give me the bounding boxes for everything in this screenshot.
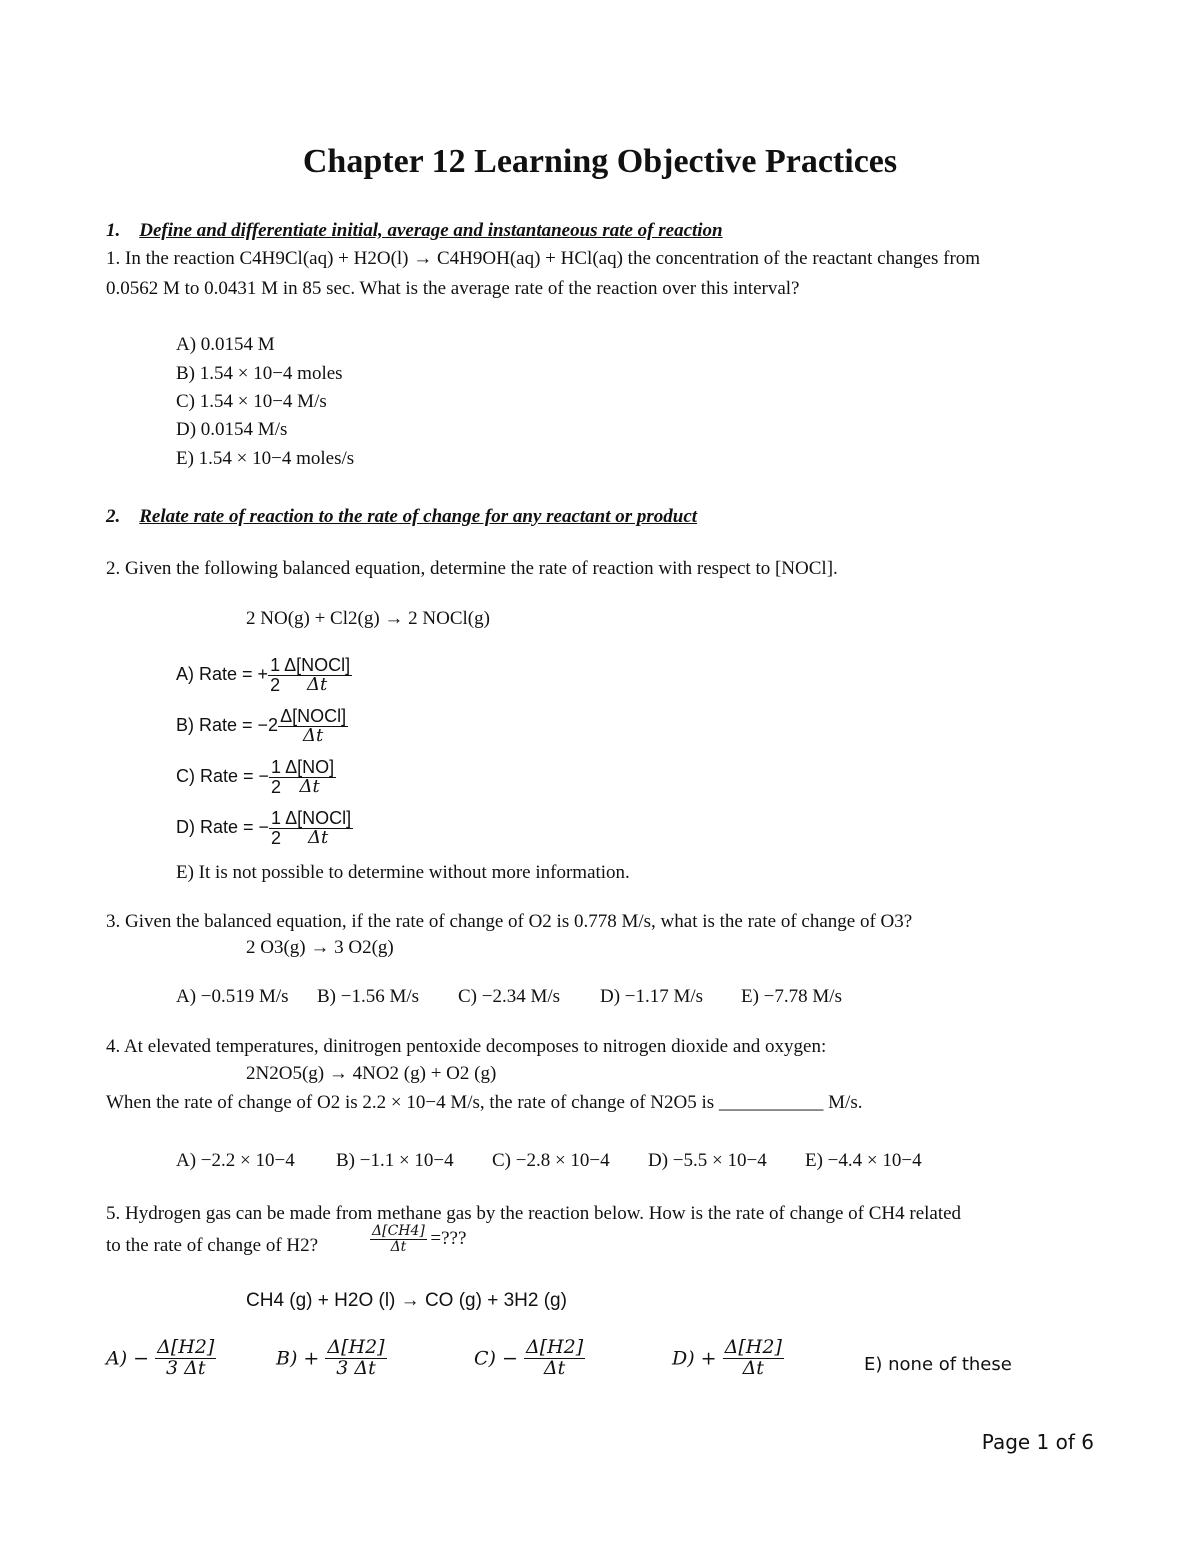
- objective-1-number: 1.: [106, 220, 121, 241]
- q5-choice-b-den: 3 Δt: [336, 1356, 376, 1379]
- q2-choice-c-coef-num: 1: [271, 757, 282, 777]
- q3-equation: 2 O3(g) → 3 O2(g): [246, 937, 394, 958]
- objective-1-heading: [106, 220, 723, 242]
- q2-choice-c-num: Δ[NO]: [285, 757, 335, 777]
- q5-choice-a-den: 3 Δt: [166, 1356, 206, 1379]
- q3-choice-d: D) −1.17 M/s: [600, 986, 704, 1007]
- q5-choice-a: [106, 1338, 216, 1379]
- q2-choice-a-label: A) Rate = +: [176, 664, 269, 685]
- q5-choice-b-num: Δ[H2]: [327, 1336, 385, 1358]
- page-title: Chapter 12 Learning Objective Practices: [302, 143, 898, 180]
- q5-choice-a-label: A) −: [106, 1347, 150, 1370]
- q4-choice-e: E) −4.4 × 10−4: [805, 1150, 922, 1171]
- q2-choice-b-num: Δ[NOCl]: [280, 706, 347, 726]
- q2-choice-a-den: Δt: [306, 673, 328, 695]
- q5-equation: CH4 (g) + H2O (l) → CO (g) + 3H2 (g): [246, 1290, 567, 1311]
- q2-choice-d-den: Δt: [307, 826, 329, 848]
- q4-stem: 4. At elevated temperatures, dinitrogen pentoxide decomposes to nitrogen dioxide and oxygen:: [106, 1036, 827, 1057]
- q1-suffix: the concentration of the reactant changes from: [622, 248, 981, 269]
- q1-line2: 0.0562 M to 0.0431 M in 85 sec. What is the average rate of the reaction over this interval?: [106, 278, 800, 299]
- q4-choice-b: B) −1.1 × 10−4: [336, 1150, 454, 1171]
- q4-line3: When the rate of change of O2 is 2.2 × 10−4 M/s, the rate of change of N2O5 is ___________ M/s.: [106, 1092, 863, 1113]
- q5-choice-d-label: D) +: [672, 1347, 717, 1370]
- q5-ratio-num: Δ[CH4]: [372, 1223, 425, 1239]
- q2-choice-c-label: C) Rate = −: [176, 766, 270, 787]
- q4-choice-a: A) −2.2 × 10−4: [176, 1150, 295, 1171]
- q2-choice-d-num: Δ[NOCl]: [285, 808, 352, 828]
- q1-choice-c: C) 1.54 × 10−4 M/s: [176, 391, 327, 412]
- q5-choice-d-num: Δ[H2]: [724, 1336, 782, 1358]
- q3-choice-b: B) −1.56 M/s: [317, 986, 420, 1007]
- q5-choice-b: [276, 1338, 387, 1379]
- q2-equation: 2 NO(g) + Cl2(g) → 2 NOCl(g): [246, 608, 490, 629]
- q2-choice-b-den: Δt: [302, 724, 324, 746]
- q5-ratio-den: Δt: [390, 1238, 407, 1255]
- q2-choice-d: [176, 809, 353, 848]
- q5-line2: to the rate of change of H2?: [106, 1235, 319, 1256]
- q1-choice-d: D) 0.0154 M/s: [176, 419, 288, 440]
- q2-choice-e: E) It is not possible to determine without more information.: [176, 862, 630, 883]
- q5-choice-c-label: C) −: [474, 1347, 518, 1370]
- q2-choice-d-label: D) Rate = −: [176, 817, 270, 838]
- page-footer: Page 1 of 6: [981, 1430, 1094, 1454]
- q1-choice-b: B) 1.54 × 10−4 moles: [176, 363, 343, 384]
- q5-choice-c: [474, 1338, 585, 1379]
- q1-choice-e: E) 1.54 × 10−4 moles/s: [176, 448, 355, 469]
- q4-equation: 2N2O5(g) → 4NO2 (g) + O2 (g): [246, 1063, 497, 1084]
- q3-choice-e: E) −7.78 M/s: [741, 986, 842, 1007]
- q2-choice-c-den: Δt: [299, 775, 320, 797]
- q3-choice-c: C) −2.34 M/s: [458, 986, 561, 1007]
- objective-1-title: Define and differentiate initial, average and instantaneous rate of reaction: [139, 220, 723, 241]
- q2-choice-d-coef-den: 2: [271, 827, 282, 848]
- q5-choice-d-den: Δt: [742, 1356, 764, 1379]
- q2-choice-a: [176, 656, 352, 695]
- q5-choice-e: E) none of these: [864, 1354, 1012, 1375]
- q3-choice-a: A) −0.519 M/s: [176, 986, 289, 1007]
- q4-choice-c: C) −2.8 × 10−4: [492, 1150, 610, 1171]
- q1-choice-a: A) 0.0154 M: [176, 334, 275, 355]
- q1-line1: [106, 248, 980, 270]
- q5-line1: 5. Hydrogen gas can be made from methane gas by the reaction below. How is the rate of change of CH4 related: [106, 1203, 962, 1224]
- q5-choice-b-label: B) +: [276, 1347, 320, 1370]
- q2-stem: 2. Given the following balanced equation, determine the rate of reaction with respect to [NOCl].: [106, 558, 838, 579]
- q5-choice-a-num: Δ[H2]: [157, 1336, 215, 1358]
- q2-choice-b: [176, 707, 348, 746]
- objective-2-heading: [106, 506, 697, 528]
- q2-choice-a-num: Δ[NOCl]: [284, 655, 351, 675]
- q5-choice-c-den: Δt: [543, 1356, 566, 1379]
- q1-reaction: C4H9Cl(aq) + H2O(l) → C4H9OH(aq) + HCl(aq): [239, 248, 623, 269]
- objective-2-number: 2.: [106, 506, 121, 527]
- q5-ratio: [370, 1224, 466, 1254]
- q2-choice-c: [176, 758, 336, 797]
- q2-choice-a-coef-num: 1: [270, 655, 281, 675]
- q5-choice-d: [672, 1338, 784, 1379]
- q5-choice-c-num: Δ[H2]: [525, 1336, 584, 1358]
- q2-choice-a-coef-den: 2: [270, 674, 281, 695]
- objective-2-title: Relate rate of reaction to the rate of change for any reactant or product: [139, 506, 698, 527]
- q2-choice-d-coef-num: 1: [271, 808, 282, 828]
- q2-choice-b-label: B) Rate = −2: [176, 715, 279, 736]
- q3-stem: 3. Given the balanced equation, if the rate of change of O2 is 0.778 M/s, what is the rate of change of O3?: [106, 911, 913, 932]
- q5-ratio-rhs: =???: [430, 1228, 467, 1250]
- q4-choice-d: D) −5.5 × 10−4: [648, 1150, 767, 1171]
- q1-prefix: 1. In the reaction: [106, 248, 240, 269]
- q2-choice-c-coef-den: 2: [271, 776, 282, 797]
